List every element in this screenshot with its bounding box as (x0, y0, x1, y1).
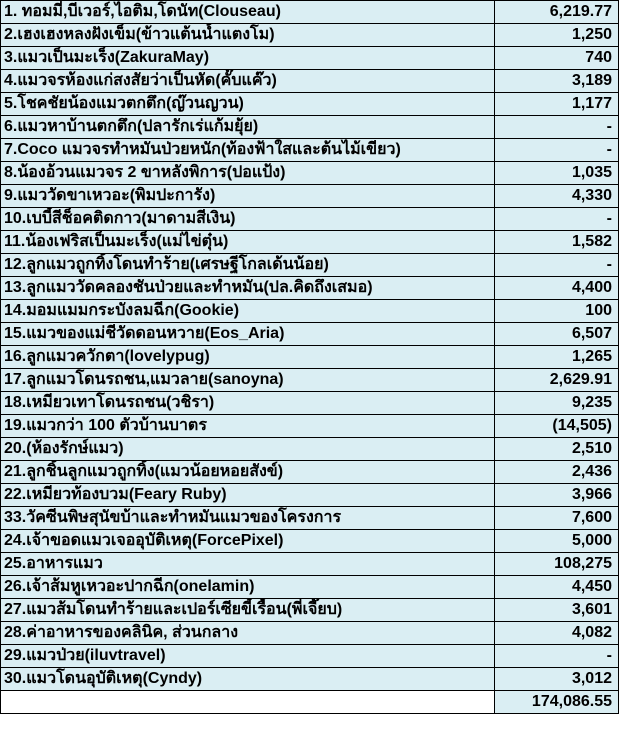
table-row (1, 47, 619, 70)
case-description-cell[interactable]: 27.แมวส้มโดนทำร้ายและเปอร์เซียขี้เรื้อน(พี่เจี๊ยบ) (1, 599, 495, 622)
amount-cell[interactable]: 740 (495, 47, 619, 70)
case-description-cell[interactable]: 6.แมวหาบ้านตกตึก(ปลารักเร่แก้มยุ้ย) (1, 116, 495, 139)
table-row (1, 530, 619, 553)
table-row (1, 116, 619, 139)
amount-cell[interactable]: 108,275 (495, 553, 619, 576)
table-row (1, 93, 619, 116)
table-row (1, 668, 619, 691)
table-row (1, 484, 619, 507)
table-row (1, 139, 619, 162)
amount-cell[interactable]: 3,966 (495, 484, 619, 507)
case-description-cell[interactable]: 8.น้องอ้วนแมวจร 2 ขาหลังพิการ(ปอแป้ง) (1, 162, 495, 185)
case-description-cell[interactable]: 12.ลูกแมวถูกทิ้งโดนทำร้าย(เศรษฐีโกลเด้นน้อย) (1, 254, 495, 277)
case-description-cell[interactable]: 13.ลูกแมววัดคลองชันป่วยและทำหมัน(ปล.คิดถึงเสมอ) (1, 277, 495, 300)
case-description-cell[interactable]: 1. ทอมมี่,บีเวอร์,ไอติม,โดนัท(Clouseau) (1, 1, 495, 24)
case-description-cell[interactable]: 18.เหมียวเทาโดนรถชน(วชิรา) (1, 392, 495, 415)
table-row (1, 323, 619, 346)
case-description-cell[interactable]: 25.อาหารแมว (1, 553, 495, 576)
table-row (1, 300, 619, 323)
case-description-cell[interactable]: 21.ลูกชิ้นลูกแมวถูกทิ้ง(แมวน้อยหอยสังข์) (1, 461, 495, 484)
case-description-cell[interactable]: 28.ค่าอาหารของคลินิค, ส่วนกลาง (1, 622, 495, 645)
case-description-cell[interactable]: 22.เหมียวท้องบวม(Feary Ruby) (1, 484, 495, 507)
case-description-cell[interactable]: 33.วัคซีนพิษสุนัขบ้าและทำหมันแมวของโครงการ (1, 507, 495, 530)
amount-cell[interactable]: - (495, 254, 619, 277)
amount-cell[interactable]: (14,505) (495, 415, 619, 438)
amount-cell[interactable]: - (495, 139, 619, 162)
case-description-cell[interactable]: 3.แมวเป็นมะเร็ง(ZakuraMay) (1, 47, 495, 70)
table-row (1, 438, 619, 461)
amount-cell[interactable]: 4,450 (495, 576, 619, 599)
amount-cell[interactable]: 1,265 (495, 346, 619, 369)
case-description-cell[interactable]: 29.แมวป่วย(iluvtravel) (1, 645, 495, 668)
case-description-cell[interactable]: 4.แมวจรห้องแก่สงสัยว่าเป็นหัด(คั๊บแค๊ว) (1, 70, 495, 93)
case-description-cell[interactable]: 20.(ห้องรักษ์แมว) (1, 438, 495, 461)
case-description-cell[interactable]: 24.เจ้าขอดแมวเจออุบัติเหตุ(ForcePixel) (1, 530, 495, 553)
case-description-cell[interactable]: 2.เฮงเฮงหลงฝังเข็ม(ข้าวแต้นน้ำแตงโม) (1, 24, 495, 47)
case-description-cell[interactable]: 5.โชคชัยน้องแมวตกตึก(ญ๊วนญวน) (1, 93, 495, 116)
table-row (1, 507, 619, 530)
table-row (1, 185, 619, 208)
amount-cell[interactable]: 1,035 (495, 162, 619, 185)
amount-cell[interactable]: - (495, 645, 619, 668)
ledger-body (1, 1, 619, 714)
amount-cell[interactable]: 5,000 (495, 530, 619, 553)
amount-cell[interactable]: 6,219.77 (495, 1, 619, 24)
table-row (1, 415, 619, 438)
case-description-cell[interactable]: 26.เจ้าส้มหูเหวอะปากฉีก(onelamin) (1, 576, 495, 599)
amount-cell[interactable]: 2,629.91 (495, 369, 619, 392)
total-row (1, 691, 619, 714)
amount-cell[interactable]: 4,330 (495, 185, 619, 208)
table-row (1, 70, 619, 93)
amount-cell[interactable]: - (495, 116, 619, 139)
table-row (1, 461, 619, 484)
amount-cell[interactable]: 100 (495, 300, 619, 323)
table-row (1, 231, 619, 254)
amount-cell[interactable]: - (495, 208, 619, 231)
table-row (1, 208, 619, 231)
case-description-cell[interactable]: 14.มอมแมมกระบังลมฉีก(Gookie) (1, 300, 495, 323)
table-row (1, 645, 619, 668)
amount-cell[interactable]: 1,582 (495, 231, 619, 254)
grand-total-cell[interactable]: 174,086.55 (495, 691, 619, 714)
amount-cell[interactable]: 1,177 (495, 93, 619, 116)
table-row (1, 392, 619, 415)
case-description-cell[interactable]: 16.ลูกแมวควักตา(lovelypug) (1, 346, 495, 369)
amount-cell[interactable]: 2,436 (495, 461, 619, 484)
case-description-cell[interactable]: 15.แมวของแม่ชีวัดดอนหวาย(Eos_Aria) (1, 323, 495, 346)
case-description-cell[interactable]: 30.แมวโดนอุบัติเหตุ(Cyndy) (1, 668, 495, 691)
table-row (1, 369, 619, 392)
table-row (1, 254, 619, 277)
table-row (1, 553, 619, 576)
amount-cell[interactable]: 1,250 (495, 24, 619, 47)
table-row (1, 277, 619, 300)
amount-cell[interactable]: 3,012 (495, 668, 619, 691)
empty-cell (1, 691, 495, 714)
amount-cell[interactable]: 3,189 (495, 70, 619, 93)
case-description-cell[interactable]: 10.เบบี้สีช็อคติดกาว(มาดามสีเงิน) (1, 208, 495, 231)
amount-cell[interactable]: 9,235 (495, 392, 619, 415)
case-description-cell[interactable]: 17.ลูกแมวโดนรถชน,แมวลาย(sanoyna) (1, 369, 495, 392)
amount-cell[interactable]: 2,510 (495, 438, 619, 461)
case-description-cell[interactable]: 9.แมววัดขาเหวอะ(พิมปะการัง) (1, 185, 495, 208)
table-row (1, 576, 619, 599)
table-row (1, 622, 619, 645)
table-row (1, 599, 619, 622)
table-row (1, 1, 619, 24)
amount-cell[interactable]: 7,600 (495, 507, 619, 530)
amount-cell[interactable]: 4,082 (495, 622, 619, 645)
case-description-cell[interactable]: 11.น้องเฟริสเป็นมะเร็ง(แม่ไข่ตุ๋น) (1, 231, 495, 254)
table-row (1, 162, 619, 185)
case-description-cell[interactable]: 19.แมวกว่า 100 ตัวบ้านบาตร (1, 415, 495, 438)
amount-cell[interactable]: 4,400 (495, 277, 619, 300)
table-row (1, 346, 619, 369)
case-description-cell[interactable]: 7.Coco แมวจรทำหมันป่วยหนัก(ท้องฟ้าใสและต้นไม้เขียว) (1, 139, 495, 162)
amount-cell[interactable]: 3,601 (495, 599, 619, 622)
amount-cell[interactable]: 6,507 (495, 323, 619, 346)
table-row (1, 24, 619, 47)
